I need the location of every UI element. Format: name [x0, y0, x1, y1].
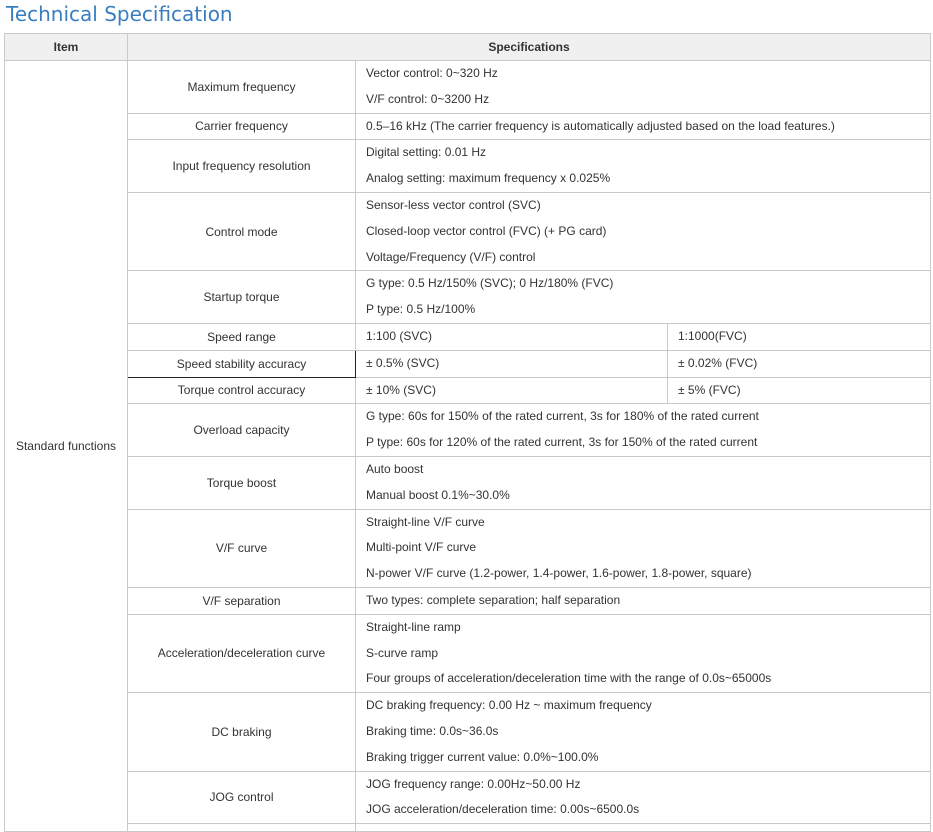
table-row — [5, 271, 931, 324]
table-row — [5, 614, 931, 692]
feature-name: V/F curve — [128, 509, 356, 587]
spec-line: JOG acceleration/deceleration time: 0.00s~6500.0s — [366, 802, 640, 817]
spec-line: S-curve ramp — [366, 645, 439, 660]
spec-line: Sensor-less vector control (SVC) — [366, 197, 541, 212]
table-row — [5, 192, 931, 270]
feature-name: Input frequency resolution — [128, 140, 356, 193]
header-item: Item — [5, 34, 128, 61]
feature-name: V/F separation — [128, 587, 356, 614]
table-row — [5, 404, 931, 457]
spec-value-left — [356, 350, 668, 377]
spec-line: ± 10% (SVC) — [366, 382, 436, 397]
spec-line: G type: 0.5 Hz/150% (SVC); 0 Hz/180% (FVC) — [366, 276, 614, 291]
feature-name: Overload capacity — [128, 404, 356, 457]
table-row — [5, 587, 931, 614]
feature-name: DC braking — [128, 693, 356, 771]
spec-line: Two types: complete separation; half separation — [366, 592, 621, 607]
header-row — [5, 34, 931, 61]
spec-value — [356, 271, 931, 324]
spec-line: Straight-line ramp — [366, 619, 461, 634]
spec-line: Straight-line V/F curve — [366, 514, 485, 529]
spec-value-left — [356, 323, 668, 350]
spec-value — [356, 140, 931, 193]
spec-line: Digital setting: 0.01 Hz — [366, 145, 487, 160]
spec-value — [356, 614, 931, 692]
spec-line: ± 0.5% (SVC) — [366, 355, 440, 370]
spec-value-right — [668, 377, 931, 404]
feature-name: Maximum frequency — [128, 61, 356, 114]
spec-line: Four groups of acceleration/deceleration time with the range of 0.0s~65000s — [366, 671, 772, 686]
spec-value — [356, 509, 931, 587]
spec-line: Braking time: 0.0s~36.0s — [366, 723, 499, 738]
spec-value-right — [668, 350, 931, 377]
spec-line: Closed-loop vector control (FVC) (+ PG card) — [366, 223, 607, 238]
spec-line: Auto boost — [366, 461, 424, 476]
table-row — [5, 509, 931, 587]
feature-name: JOG control — [128, 771, 356, 824]
spec-table — [4, 33, 931, 832]
header-specifications: Specifications — [128, 34, 931, 61]
spec-line: V/F control: 0~3200 Hz — [366, 91, 490, 106]
table-row — [5, 61, 931, 114]
spec-line: Manual boost 0.1%~30.0% — [366, 487, 510, 502]
spec-line: G type: 60s for 150% of the rated current, 3s for 180% of the rated current — [366, 409, 759, 424]
table-row — [5, 323, 931, 350]
spec-value — [356, 771, 931, 824]
spec-value — [356, 693, 931, 771]
spec-line: Multi-point V/F curve — [366, 540, 477, 555]
spec-value — [356, 192, 931, 270]
table-row-cutoff — [5, 824, 931, 832]
spec-value-right — [668, 323, 931, 350]
feature-name: Speed stability accuracy — [128, 350, 356, 377]
spec-line: ± 5% (FVC) — [678, 382, 741, 397]
spec-line: Braking trigger current value: 0.0%~100.0% — [366, 749, 599, 764]
spec-line: P type: 0.5 Hz/100% — [366, 302, 476, 317]
spec-line: 1:100 (SVC) — [366, 328, 433, 343]
spec-value — [356, 587, 931, 614]
spec-line: Voltage/Frequency (V/F) control — [366, 249, 536, 264]
spec-value — [356, 61, 931, 114]
table-row — [5, 771, 931, 824]
table-row — [5, 113, 931, 140]
feature-name: Control mode — [128, 192, 356, 270]
table-row — [5, 693, 931, 771]
feature-name: Startup torque — [128, 271, 356, 324]
spec-line: Analog setting: maximum frequency x 0.025% — [366, 171, 611, 186]
spec-line: P type: 60s for 120% of the rated current, 3s for 150% of the rated current — [366, 435, 758, 450]
feature-name: Torque boost — [128, 456, 356, 509]
cutoff-cell — [356, 824, 931, 832]
spec-line: Vector control: 0~320 Hz — [366, 66, 498, 80]
table-row — [5, 377, 931, 404]
spec-line: DC braking frequency: 0.00 Hz ~ maximum frequency — [366, 698, 652, 713]
spec-line: 0.5–16 kHz (The carrier frequency is automatically adjusted based on the load features.) — [366, 118, 835, 133]
cutoff-cell — [128, 824, 356, 832]
feature-name: Torque control accuracy — [128, 377, 356, 404]
spec-value-left — [356, 377, 668, 404]
spec-value — [356, 404, 931, 457]
feature-name: Carrier frequency — [128, 113, 356, 140]
spec-line: N-power V/F curve (1.2-power, 1.4-power, 1.6-power, 1.8-power, square) — [366, 566, 752, 581]
page-title: Technical Specification — [6, 2, 233, 26]
item-category: Standard functions — [5, 61, 128, 832]
spec-value — [356, 113, 931, 140]
table-row — [5, 350, 931, 377]
feature-name: Speed range — [128, 323, 356, 350]
table-row — [5, 140, 931, 193]
spec-line: 1:1000(FVC) — [678, 328, 747, 343]
feature-name: Acceleration/deceleration curve — [128, 614, 356, 692]
spec-value — [356, 456, 931, 509]
table-row — [5, 456, 931, 509]
spec-line: ± 0.02% (FVC) — [678, 355, 758, 370]
spec-line: JOG frequency range: 0.00Hz~50.00 Hz — [366, 776, 581, 791]
